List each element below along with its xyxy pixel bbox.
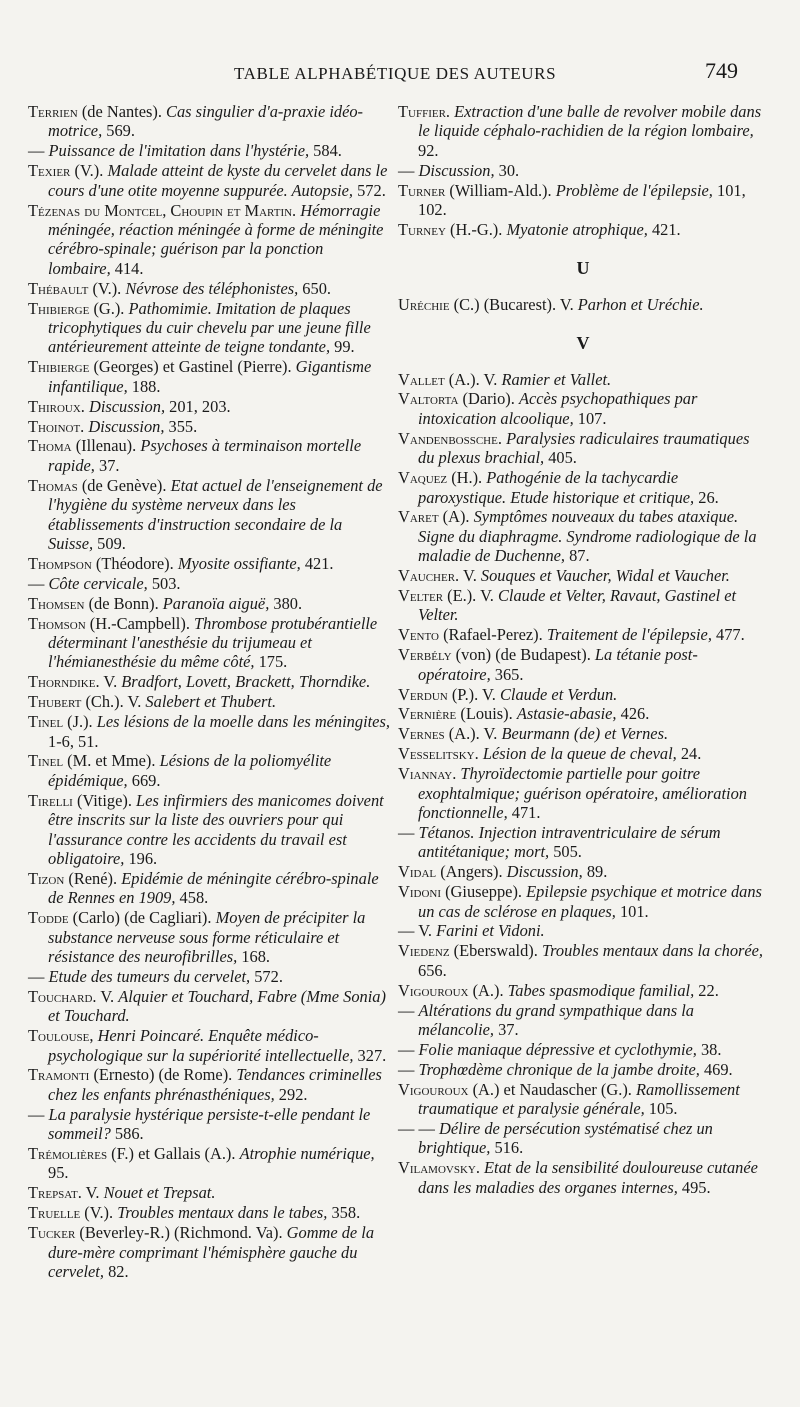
entry-title: Extraction d'une balle de revolver mobile dans le liquide céphalo-rachidien de la région lombaire, (418, 102, 762, 141)
running-title: TABLE ALPHABÉTIQUE DES AUTEURS (234, 64, 557, 83)
entry-title: Astasie-abasie, (516, 704, 617, 724)
entry-pages: 584. (309, 141, 342, 161)
index-entry (28, 299, 390, 357)
entry-pages: 105. (644, 1099, 678, 1119)
entry-detail: (Illenau). (71, 436, 141, 456)
entry-title: Thrombose protubérantielle déterminant l'anesthésie du trijumeau et l'hémianesthésie du même côté, (48, 613, 378, 672)
entry-title: Souques et Vaucher, Widal et Vaucher. (480, 566, 730, 586)
entry-detail: (Dario). (458, 389, 519, 409)
index-entry (28, 436, 390, 475)
author-name: — (398, 160, 415, 180)
entry-pages: 503. (147, 573, 181, 593)
entry-pages: 99. (330, 337, 355, 357)
index-entry (28, 279, 390, 298)
index-entry (398, 823, 768, 862)
entry-detail: (de Bonn). (84, 593, 163, 613)
index-entry (398, 921, 768, 940)
entry-pages: 201, 203. (165, 396, 231, 416)
entry-detail: (V.). (70, 161, 108, 181)
entry-pages: 509. (93, 533, 126, 553)
author-name: Vernière (398, 704, 457, 724)
entry-detail: (Louis). (456, 704, 517, 724)
author-name: Todde (28, 908, 69, 928)
entry-detail: (Eberswald). (449, 941, 542, 961)
entry-detail: (G.). (89, 298, 129, 318)
index-entry (28, 574, 390, 593)
author-name: Thébault (28, 278, 89, 298)
entry-pages: 38. (696, 1039, 722, 1059)
entry-detail: V. (99, 672, 122, 692)
entry-pages: 495. (677, 1177, 711, 1197)
index-entry (398, 566, 768, 585)
entry-detail: (H.). (447, 468, 487, 488)
entry-detail: (Angers). (436, 862, 507, 882)
entry-pages: 458. (175, 888, 209, 908)
index-entry (398, 724, 768, 743)
entry-detail: (A). (438, 507, 474, 527)
entry-detail: (René). (64, 868, 122, 888)
index-entry (28, 554, 390, 573)
entry-detail: V. (414, 921, 437, 941)
index-entry (28, 967, 390, 986)
author-name: Valtorta (398, 389, 459, 409)
index-entry (398, 625, 768, 644)
author-name: Vandenbossche. (398, 428, 502, 448)
index-entry (398, 1060, 768, 1079)
author-name: Velter (398, 586, 444, 606)
entry-title: La paralysie hystérique persiste-t-elle pendant le sommeil? (48, 1104, 371, 1144)
author-name: Thoma (28, 436, 72, 456)
entry-title: Moyen de précipiter la substance nerveuse sous forme réticulaire et résistance des neurofibrilles, (48, 908, 366, 966)
index-entry (28, 102, 390, 141)
entry-title: Beurmann (de) et Vernes. (501, 724, 669, 744)
entry-detail: (F.) et Gallais (A.). (107, 1144, 240, 1164)
author-name: Tucker (28, 1223, 76, 1243)
entry-pages: 24. (676, 744, 702, 764)
index-entry (398, 389, 768, 428)
index-entry (28, 476, 390, 554)
entry-title: Paranoïa aiguë, (162, 593, 270, 613)
index-entry (398, 586, 768, 625)
author-name: Thorndike. (28, 672, 100, 692)
entry-pages: 95. (48, 1163, 69, 1183)
entry-pages: 327. (353, 1045, 387, 1065)
index-entry (28, 1105, 390, 1144)
index-entry (28, 417, 390, 436)
index-entry (28, 692, 390, 711)
entry-title: Farini et Vidoni. (436, 921, 545, 941)
entry-pages: 355. (164, 416, 198, 436)
index-entry (28, 1065, 390, 1104)
entry-pages: 188. (127, 376, 161, 396)
entry-detail: (V.). (80, 1203, 118, 1223)
author-name: Turner (398, 180, 446, 200)
index-entry (398, 102, 768, 160)
index-entry (398, 161, 768, 180)
entry-pages: 37. (94, 455, 120, 475)
entry-pages: 101, 102. (418, 180, 746, 220)
entry-title: Claude et Verdun. (499, 684, 618, 704)
index-entry (398, 507, 768, 565)
entry-detail: (Giuseppe). (441, 882, 527, 902)
author-name: — (28, 966, 45, 986)
author-name: Trepsat. (28, 1183, 82, 1203)
entry-pages: 196. (124, 848, 158, 868)
entry-detail: (E.). V. (443, 586, 498, 606)
author-name: Trémolières (28, 1144, 108, 1164)
index-entry (398, 1080, 768, 1119)
author-name: — (28, 573, 45, 593)
author-name: — — (398, 1119, 435, 1138)
author-name: Tizon (28, 868, 65, 888)
entry-detail: (Rafael-Perez). (438, 625, 547, 645)
author-name: Vigouroux (398, 980, 469, 1000)
entry-detail: (Ch.). V. (81, 692, 146, 712)
entry-title: Cas singulier d'a-praxie idéo-motrice, (48, 102, 364, 141)
entry-title: Discussion, (88, 416, 165, 436)
entry-title: Etude des tumeurs du cervelet, (48, 966, 251, 986)
entry-title: Tétanos. Injection intraventriculaire de sérum antitétanique; mort, (418, 822, 721, 862)
section-letter-v: V (576, 333, 590, 354)
entry-title: Parhon et Uréchie. (577, 294, 704, 314)
entry-detail: V. (81, 1183, 104, 1203)
entry-detail: (de Nantes). (77, 102, 167, 121)
author-name: Tinel (28, 751, 64, 771)
entry-pages: 82. (103, 1261, 129, 1281)
entry-title: Pathomimie. Imitation de plaques tricophytiques du cuir chevelu par une jeune fille antérieurement atteinte de teigne tondante, (48, 298, 371, 357)
entry-title: Les infirmiers des manicomes doivent être inscrits sur la liste des ouvriers pour qui l'assurance contre les accidents du travail est obligatoire, (48, 790, 384, 868)
author-name: Uréchie (398, 294, 450, 314)
entry-pages: 572. (353, 180, 386, 200)
author-name: Thomsen (28, 593, 85, 613)
entry-pages: 405. (544, 448, 577, 468)
entry-title: Etat de la sensibilité douloureuse cutanée dans les maladies des organes internes, (418, 1158, 758, 1197)
entry-pages: 505. (549, 842, 582, 862)
entry-detail: (A.) et Naudascher (G.). (468, 1079, 636, 1099)
author-name: Truelle (28, 1203, 81, 1223)
author-name: Vernes (398, 724, 445, 744)
author-name: Thubert (28, 692, 82, 712)
entry-title: Folie maniaque dépressive et cyclothymie, (418, 1039, 697, 1059)
entry-title: Epidémie de méningite cérébro-spinale de Rennes en 1909, (48, 868, 379, 908)
entry-pages: 421. (647, 219, 681, 239)
entry-title: Gigantisme infantilique, (48, 357, 372, 396)
author-name: Vallet (398, 369, 445, 389)
entry-pages: 477. (711, 625, 745, 645)
author-name: Turney (398, 219, 446, 239)
author-name: — (28, 1104, 45, 1124)
entry-pages: 30. (494, 160, 520, 180)
entry-detail: (M. et Mme). (63, 751, 160, 771)
author-name: Viedenz (398, 941, 450, 961)
author-name: Varet (398, 507, 439, 527)
entry-title: Tabes spasmodique familial, (507, 980, 695, 1000)
author-name: — (398, 1059, 415, 1079)
right-t-entries (398, 102, 768, 239)
index-entry (398, 1001, 768, 1040)
entry-pages: 107. (573, 408, 607, 428)
entry-detail: (H.-G.). (445, 219, 507, 239)
entry-detail: (A.). V. (444, 724, 502, 744)
index-entry (398, 645, 768, 684)
entry-pages: 22. (694, 980, 719, 1000)
right-column (398, 102, 768, 1198)
author-name: — (28, 141, 45, 161)
entry-pages: 471. (507, 803, 541, 822)
entry-detail: (H.-Campbell). (85, 613, 195, 633)
entry-detail: (Beverley-R.) (Richmond. Va). (75, 1223, 287, 1243)
entry-title: Ramollissement traumatique et paralysie générale, (418, 1079, 740, 1119)
entry-pages: 175. (254, 652, 288, 672)
index-entry (28, 712, 390, 751)
author-name: — (398, 1039, 415, 1059)
entry-detail: (William-Ald.). (445, 180, 556, 200)
entry-title: Symptômes nouveaux du tabes ataxique. Signe du diaphragme. Syndrome radiologique de la maladie de Duchenne, (418, 507, 757, 566)
entry-detail: (V.). (88, 278, 126, 298)
index-entry (28, 1026, 390, 1065)
entry-title: Les lésions de la moelle dans les méningites, (96, 712, 390, 732)
author-name: Thomas (28, 475, 78, 495)
entry-detail: (C.) (Bucarest). V. (449, 294, 578, 314)
index-entry (398, 295, 768, 314)
entry-title: Paralysies radiculaires traumatiques du plexus brachial, (418, 428, 750, 468)
entry-pages: 516. (490, 1138, 524, 1158)
index-entry (28, 791, 390, 869)
index-entry (398, 220, 768, 239)
entry-pages: 569. (102, 121, 135, 141)
index-entry (398, 181, 768, 220)
author-name: Terrien (28, 102, 78, 121)
entry-pages: 669. (127, 770, 161, 790)
author-name: Texier (28, 161, 71, 181)
index-entry (28, 614, 390, 672)
index-entry (398, 882, 768, 921)
entry-pages: 358. (327, 1203, 361, 1223)
entry-title: Gomme de la dure-mère comprimant l'hémisphère gauche du cervelet, (48, 1223, 375, 1281)
index-entry (28, 987, 390, 1026)
entry-detail: (Georges) et Gastinel (Pierre). (89, 357, 296, 377)
entry-detail: (Vitige). (72, 790, 137, 810)
right-v-entries (398, 370, 768, 1198)
entry-title: Salebert et Thubert. (145, 692, 277, 712)
entry-pages: 656. (418, 960, 447, 980)
index-entry (28, 1223, 390, 1281)
entry-title: Alquier et Touchard, Fabre (Mme Sonia) et Touchard. (48, 986, 386, 1026)
entry-pages: 26. (694, 487, 719, 507)
entry-title: Troubles mentaux dans la chorée, (541, 941, 764, 961)
index-entry (28, 594, 390, 613)
index-entry (28, 908, 390, 966)
author-name: — (398, 1000, 415, 1020)
author-name: Tuffier. (398, 102, 451, 121)
author-name: Toulouse, (28, 1026, 94, 1046)
entry-title: Discussion, (506, 862, 583, 882)
entry-title: Thyroïdectomie partielle pour goitre exophtalmique; guérison opératoire, amélioration fonctionnelle, (418, 764, 747, 822)
author-name: Tramonti (28, 1065, 90, 1085)
entry-pages: 414. (110, 258, 144, 278)
author-name: Thibierge (28, 357, 90, 377)
entry-title: Ramier et Vallet. (501, 369, 612, 389)
entry-pages: 650. (298, 278, 331, 298)
index-entry (28, 161, 390, 200)
entry-detail: (A.). V. (444, 369, 502, 389)
entry-title: Altérations du grand sympathique dans la mélancolie, (418, 1000, 694, 1039)
author-name: Thoinot. (28, 416, 85, 436)
index-entry (398, 981, 768, 1000)
author-name: Thomson (28, 613, 86, 633)
entry-title: Trophœdème chronique de la jambe droite, (418, 1059, 700, 1079)
entry-pages: 365. (490, 664, 524, 684)
entry-detail: (von) (de Budapest). (451, 645, 595, 665)
author-name: — (398, 921, 415, 941)
entry-title: Discussion, (89, 396, 166, 416)
entry-pages: 292. (274, 1084, 308, 1104)
entry-detail: (J.). (63, 712, 97, 732)
author-name: Vidoni (398, 882, 441, 902)
author-name: — (398, 822, 415, 842)
index-entry (398, 744, 768, 763)
entry-title: Lésion de la queue de cheval, (482, 744, 677, 764)
entry-title: Puissance de l'imitation dans l'hystérie, (48, 141, 310, 161)
index-entry (398, 370, 768, 389)
entry-detail: (de Genève). (77, 475, 171, 495)
right-u-entries (398, 295, 768, 314)
section-letter-u: U (576, 258, 590, 279)
entry-title: Traitement de l'épilepsie, (546, 625, 712, 645)
author-name: Viannay. (398, 764, 457, 784)
author-name: Thibierge (28, 298, 90, 318)
index-entry (398, 764, 768, 822)
author-name: Tézenas du Montcel, Choupin et Martin. (28, 200, 297, 220)
index-entry (28, 1144, 390, 1183)
index-entry (28, 357, 390, 396)
index-entry (398, 429, 768, 468)
author-name: Touchard. (28, 986, 97, 1006)
author-name: Vigouroux (398, 1079, 469, 1099)
entry-pages: 380. (269, 593, 303, 613)
entry-title: Troubles mentaux dans le tabes, (117, 1203, 328, 1223)
entry-title: Myosite ossifiante, (177, 553, 301, 573)
entry-pages: 1-6, 51. (48, 731, 99, 751)
entry-title: Névrose des téléphonistes, (125, 278, 299, 298)
entry-title: Bradfort, Lovett, Brackett, Thorndike. (121, 672, 371, 692)
entry-title: Epilepsie psychique et motrice dans un cas de sclérose en plaques, (418, 882, 762, 921)
index-entry (398, 941, 768, 980)
left-column (28, 102, 390, 1282)
entry-pages: 586. (110, 1124, 144, 1144)
index-entry (28, 141, 390, 160)
entry-title: Hémorragie méningée, réaction méningée à forme de méningite cérébro-spinale; guérison par la ponction lombaire, (48, 200, 384, 278)
entry-title: Côte cervicale, (48, 573, 148, 593)
entry-pages: 168. (237, 946, 271, 966)
entry-title: Tendances criminelles chez les enfants phrénasthéniques, (48, 1065, 382, 1104)
entry-title: Henri Poincaré. Enquête médico-psychologique sur la supériorité intellectuelle, (48, 1026, 354, 1065)
index-entry (28, 869, 390, 908)
index-entry (398, 862, 768, 881)
entry-title: Discussion, (418, 160, 495, 180)
index-entry (28, 1203, 390, 1222)
entry-detail: (Carlo) (de Cagliari). (68, 908, 216, 928)
author-name: Vento (398, 625, 439, 645)
entry-title: Accès psychopathiques par intoxication alcoolique, (418, 389, 698, 428)
running-head (0, 60, 800, 90)
entry-pages: 426. (616, 704, 650, 724)
author-name: Vaucher. (398, 566, 460, 586)
author-name: Vilamovsky. (398, 1158, 480, 1178)
author-name: Verdun (398, 684, 448, 704)
entry-detail: (Théodore). (91, 553, 178, 573)
index-entry (28, 751, 390, 790)
entry-pages: 37. (494, 1019, 519, 1039)
entry-title: La tétanie post-opératoire, (418, 645, 698, 684)
entry-pages: 92. (418, 140, 439, 160)
index-entry (398, 1119, 768, 1158)
author-name: Thiroux. (28, 396, 85, 416)
entry-pages: 89. (582, 862, 608, 882)
entry-pages: 421. (300, 553, 334, 573)
page-number: 749 (705, 58, 738, 83)
entry-detail: V. (96, 986, 119, 1006)
author-name: Vaquez (398, 468, 448, 488)
author-name: Verbély (398, 645, 452, 665)
index-entry (398, 1040, 768, 1059)
entry-title: Pathogénie de la tachycardie paroxystique. Etude historique et critique, (418, 468, 695, 507)
entry-title: Claude et Velter, Ravaut, Gastinel et Velter. (418, 586, 737, 625)
entry-pages: 572. (250, 966, 283, 986)
index-entry (398, 704, 768, 723)
entry-title: Myatonie atrophique, (506, 219, 648, 239)
author-name: Tinel (28, 712, 64, 732)
entry-pages: 101. (615, 901, 649, 921)
entry-title: Lésions de la poliomyélite épidémique, (48, 751, 332, 790)
entry-title: Délire de persécution systématisé chez un brightique, (418, 1119, 713, 1158)
entry-pages: 87. (565, 546, 590, 566)
entry-pages: 469. (699, 1059, 733, 1079)
entry-title: Etat actuel de l'enseignement de l'hygiène du système nerveux dans les établissements d'instruction secondaire de la Suisse, (48, 475, 383, 553)
entry-title: Atrophie numérique, (239, 1144, 375, 1164)
author-name: Thompson (28, 553, 92, 573)
entry-title: Psychoses à terminaison mortelle rapide, (48, 436, 362, 475)
index-entry (398, 1158, 768, 1197)
index-entry (28, 397, 390, 416)
entry-detail: V. (459, 566, 481, 586)
entry-title: Malade atteint de kyste du cervelet dans le cours d'une otite moyenne suppurée. Autopsie, (48, 161, 388, 200)
entry-detail: (A.). (468, 980, 508, 1000)
author-name: Vidal (398, 862, 437, 882)
index-entry (398, 468, 768, 507)
author-name: Tirelli (28, 790, 73, 810)
author-name: Vesselitsky. (398, 744, 479, 764)
index-entry (28, 1183, 390, 1202)
index-entry (28, 201, 390, 279)
entry-detail: (P.). V. (447, 684, 500, 704)
index-entry (398, 685, 768, 704)
entry-detail: (Ernesto) (de Rome). (89, 1065, 237, 1085)
entry-title: Nouet et Trepsat. (103, 1183, 216, 1203)
index-entry (28, 672, 390, 691)
entry-title: Problème de l'épilepsie, (555, 180, 713, 200)
